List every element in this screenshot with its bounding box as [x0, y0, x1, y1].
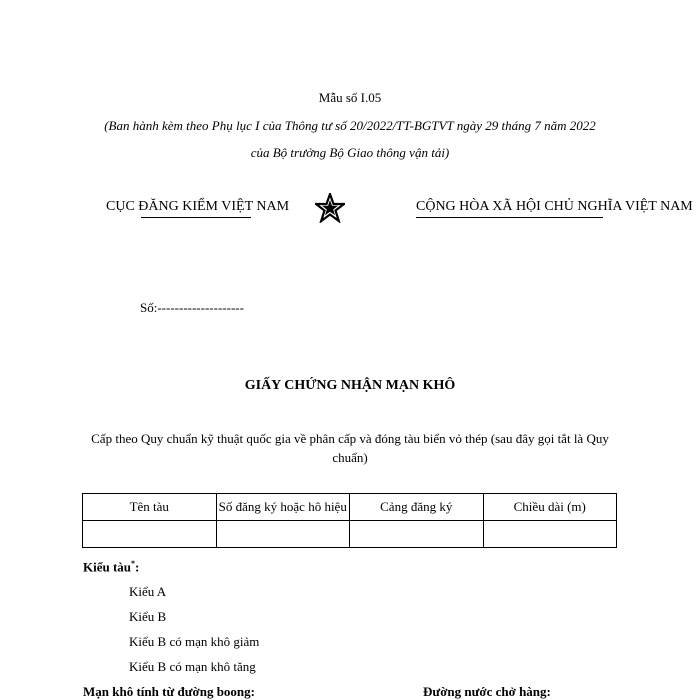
document-number [140, 300, 244, 316]
table-row [83, 521, 617, 548]
issuance-basis: Cấp theo Quy chuẩn kỹ thuật quốc gia về phân cấp và đóng tàu biển vỏ thép (sau đây gọi tắt là Quy chuẩn) [91, 431, 609, 465]
header-port-of-registry: Cảng đăng ký [350, 494, 484, 521]
ship-type-option-b[interactable]: Kiểu B [129, 609, 167, 624]
load-waterline-label: Đường nước chở hàng: [423, 684, 551, 699]
header-length: Chiều dài (m) [483, 494, 617, 521]
ship-info-table [82, 493, 617, 548]
table-header-row [83, 494, 617, 521]
ship-type-colon: : [135, 559, 140, 575]
agency-name: CỤC ĐĂNG KIỂM VIỆT NAM [106, 199, 290, 214]
ship-type-option-b-reduced[interactable]: Kiểu B có mạn khô giảm [129, 634, 260, 649]
ship-type-option-b-increased[interactable]: Kiểu B có mạn khô tăng [129, 659, 256, 674]
cell-length[interactable] [483, 521, 617, 548]
agency-underline [141, 217, 251, 218]
form-code: Mẫu số I.05 [318, 90, 382, 105]
cell-registration-number[interactable] [216, 521, 350, 548]
nation-underline [416, 217, 603, 218]
header-registration-number: Số đăng ký hoặc hô hiệu [216, 494, 350, 521]
header-ship-name: Tên tàu [83, 494, 217, 521]
cell-ship-name[interactable] [83, 521, 217, 548]
number-label: Số: [140, 300, 158, 315]
ship-type-label [83, 559, 139, 575]
ship-type-label-text: Kiểu tàu [83, 559, 132, 575]
issued-by-line-1: (Ban hành kèm theo Phụ lục I của Thông tư số 20/2022/TT-BGTVT ngày 29 tháng 7 năm 2022 [104, 118, 596, 133]
freeboard-from-deck-label: Mạn khô tính từ đường boong: [83, 684, 255, 699]
certificate-title: GIẤY CHỨNG NHẬN MẠN KHÔ [244, 378, 456, 393]
issued-by-line-2: của Bộ trưởng Bộ Giao thông vận tải) [250, 145, 450, 160]
nation-name: CỘNG HÒA XÃ HỘI CHỦ NGHĨA VIỆT NAM [416, 199, 693, 214]
footnote-mark: * [131, 559, 136, 568]
number-dots: -------------------- [157, 300, 244, 315]
star-emblem-icon [315, 193, 345, 223]
ship-type-option-a[interactable]: Kiểu A [129, 584, 167, 599]
cell-port-of-registry[interactable] [350, 521, 484, 548]
